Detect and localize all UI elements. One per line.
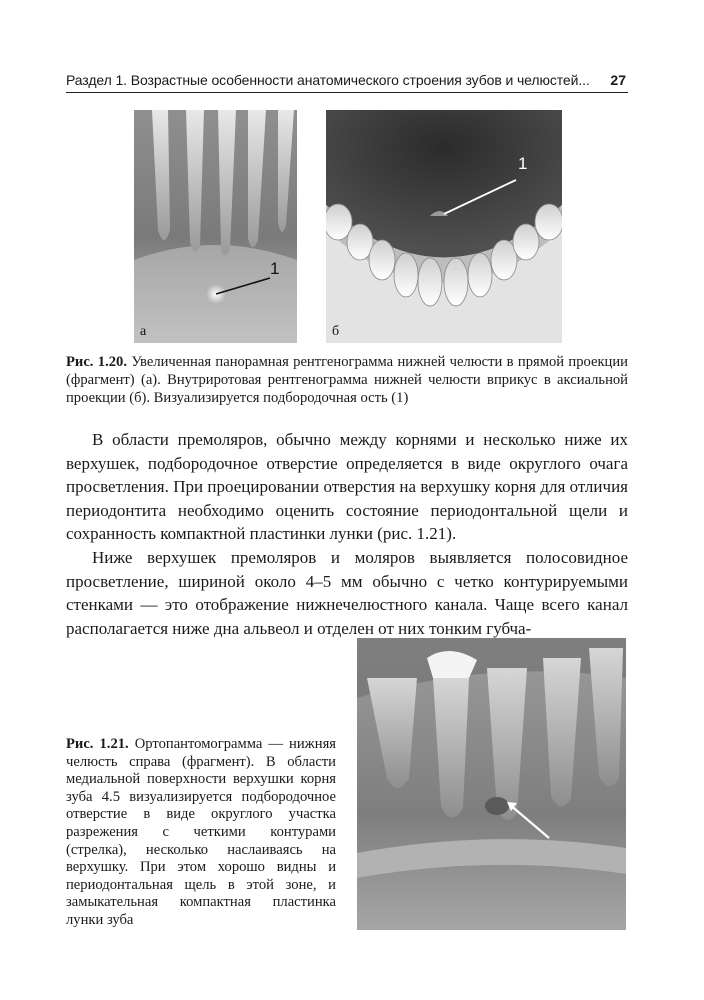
- caption-text: Увеличенная панорамная рентгенограмма нижней челюсти в прямой проекции (фрагмент) (а). Внутриротовая рентгенограмма нижней челюсти вприкус в аксиальной проекции (б). Визуализируется подбородочная ость (1): [66, 354, 628, 406]
- caption-label: Рис. 1.21.: [66, 736, 129, 752]
- caption-label: Рис. 1.20.: [66, 354, 127, 370]
- header-rule: [66, 92, 628, 93]
- figure-1-20-a-xray: [134, 110, 297, 343]
- paragraph: Ниже верхушек премоляров и моляров выявляется полосовидное просветление, шириной около 4–5 мм обычно с четко контурируемыми стенками — это отображение нижнечелюстного канала. Чаще всего канал располагается ниже дна альвеол и отделен от них тонким губча-: [66, 547, 628, 638]
- panel-b-letter: б: [332, 324, 340, 339]
- panel-a-letter: а: [140, 324, 147, 339]
- figure-1-20-b-xray: [326, 110, 562, 343]
- header-title: Раздел 1. Возрастные особенности анатомического строения зубов и челюстей...: [66, 72, 590, 88]
- page-number: 27: [610, 72, 626, 88]
- body-text: [66, 428, 628, 640]
- occlusal-radiograph-image: [326, 110, 562, 343]
- orthopantomogram-image: [357, 638, 626, 930]
- paragraph: В области премоляров, обычно между корнями и несколько ниже их верхушек, подбородочное отверстие определяется в виде округлого очага просветления. При проецировании отверстия на верхушку корня для отличия периодонтита необходимо оценить состояние периодонтальной щели и сохранность компактной пластинки лунки (рис. 1.21).: [66, 430, 628, 544]
- marker-1-label: 1: [518, 154, 528, 173]
- figure-1-21-caption: [66, 736, 336, 930]
- panoramic-radiograph-image: [134, 110, 297, 343]
- figure-1-21-xray: [357, 638, 626, 930]
- figure-1-20-caption: [66, 353, 628, 407]
- marker-1-label: 1: [270, 259, 280, 278]
- caption-text: Ортопантомограмма — нижняя челюсть справа (фрагмент). В области медиальной поверхности верхушки корня зуба 4.5 визуализируется подбородочное отверстие в виде округлого участка разрежения с четкими контурами (стрелка), несколько наслаиваясь на верхушку. При этом хорошо видны и периодонтальная щель в этой зоне, и замыкательная компактная пластинка лунки зуба: [66, 736, 336, 928]
- running-header: [66, 70, 628, 90]
